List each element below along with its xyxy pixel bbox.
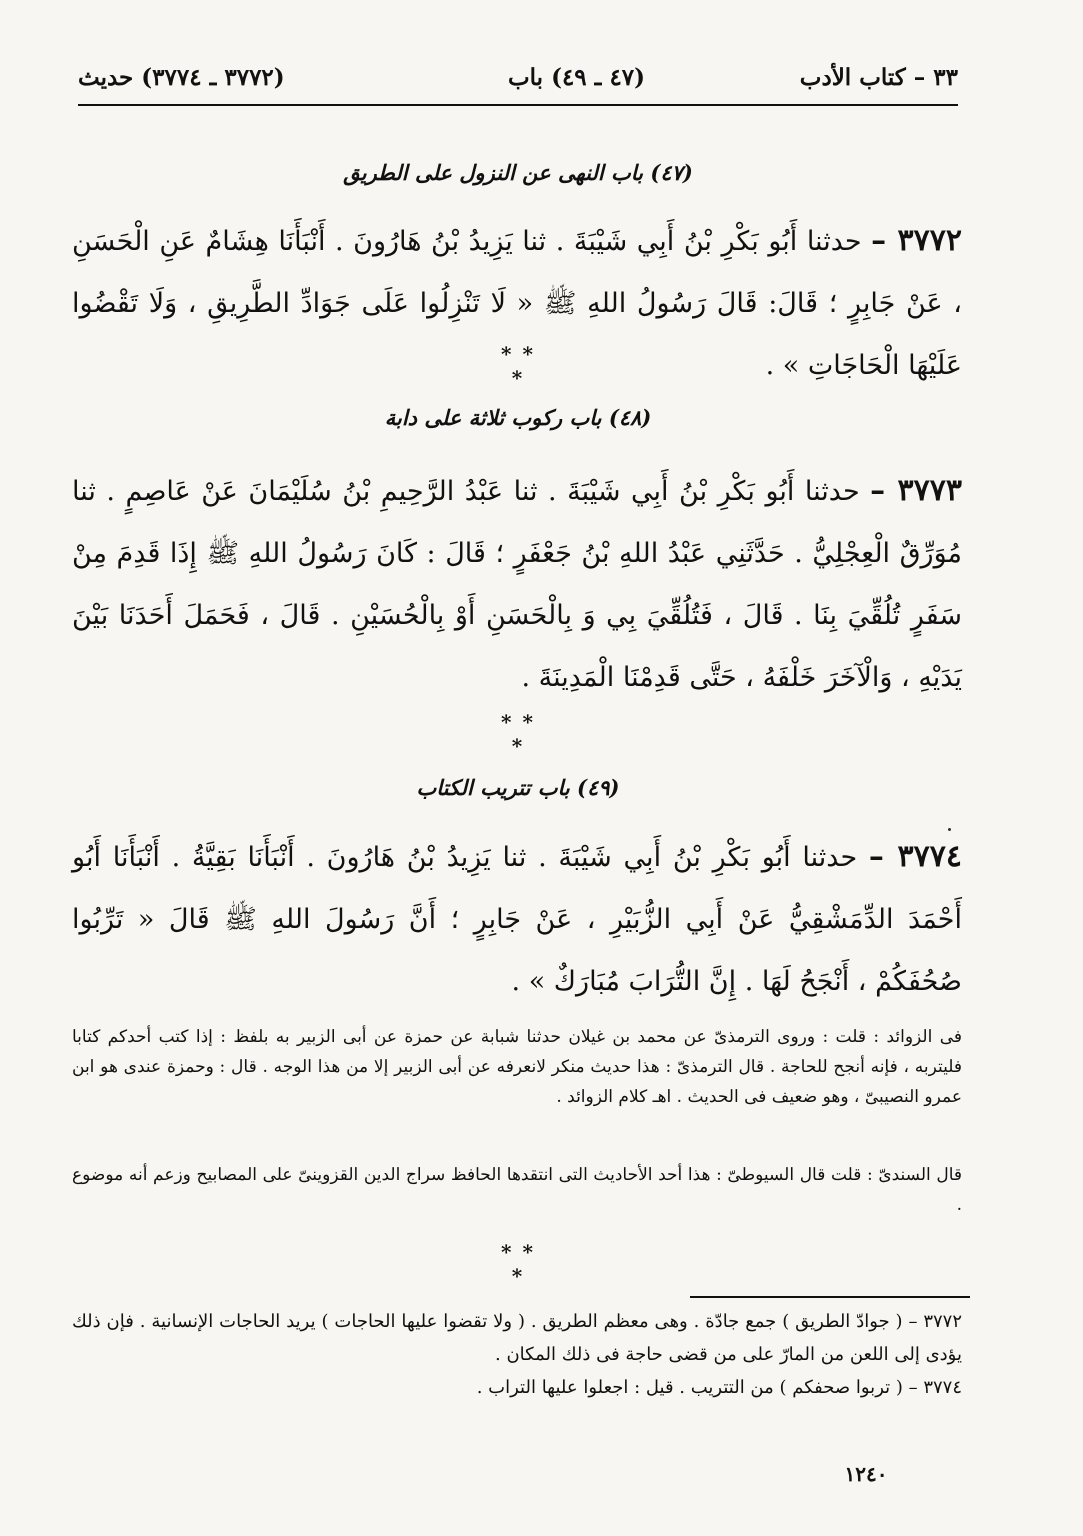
hadith-3773	[72, 460, 962, 709]
hadith-text: حدثنا أَبُو بَكْرِ بْنُ أَبِي شَيْبَةَ . ثنا يَزِيدُ بْنُ هَارُونَ . أَنْبَأَنَا بَقِيَّةُ . أَنْبَأَنَا أَبُو أَحْمَدَ الدِّمَشْقِيُّ عَنْ أَبِي الزُّبَيْرِ ، عَنْ جَابِرٍ ؛ أَنَّ رَسُولَ اللهِ ﷺ قَالَ « تَرِّبُوا صُحُفَكُمْ ، أَنْجَحُ لَهَا . إِنَّ التُّرَابَ مُبَارَكٌ » .	[72, 842, 962, 997]
hadith-number: ٣٧٧٢ –	[871, 223, 962, 258]
chapter-heading-49: (٤٩) باب تتريب الكتاب	[416, 775, 620, 800]
chapter-heading-47: (٤٧) باب النهى عن النزول على الطريق	[343, 160, 693, 185]
header-rule	[78, 104, 958, 106]
footnote-3772: ٣٧٧٢ – ( جوادّ الطريق ) جمع جادّة . وهى معظم الطريق . ( ولا تقضوا عليها الحاجات ) يريد الحاجات الإنسانية . فإن ذلك يؤدى إلى اللعن من المارّ على من قضى حاجة فى ذلك المكان .	[72, 1311, 962, 1365]
section-divider-stars: * * *	[501, 1240, 535, 1288]
hadith-3774	[72, 826, 962, 1013]
running-header	[78, 60, 958, 100]
chapter-heading-48: (٤٨) باب ركوب ثلاثة على دابة	[384, 405, 652, 430]
hadith-text: حدثنا أَبُو بَكْرِ بْنُ أَبِي شَيْبَةَ . ثنا يَزِيدُ بْنُ هَارُونَ . أَنْبَأَنَا هِشَامٌ عَنِ الْحَسَنِ ، عَنْ جَابِرٍ ؛ قَالَ: قَالَ رَسُولُ اللهِ ﷺ « لَا تَنْزِلُوا عَلَى جَوَادِّ الطَّرِيقِ ، وَلَا تَقْضُوا عَلَيْهَا الْحَاجَاتِ » .	[72, 226, 962, 381]
hadith-text: حدثنا أَبُو بَكْرِ بْنُ أَبِي شَيْبَةَ . ثنا عَبْدُ الرَّحِيمِ بْنُ سُلَيْمَانَ عَنْ عَاصِمٍ . ثنا مُوَرِّقٌ الْعِجْلِيُّ . حَدَّثَنِي عَبْدُ اللهِ بْنُ جَعْفَرٍ ؛ قَالَ : كَانَ رَسُولُ اللهِ ﷺ إِذَا قَدِمَ مِنْ سَفَرٍ تُلُقِّيَ بِنَا . قَالَ ، فَتُلُقِّيَ بِي وَ بِالْحَسَنِ أَوْ بِالْحُسَيْنِ . قَالَ ، فَحَمَلَ أَحَدَنَا بَيْنَ يَدَيْهِ ، وَالْآخَرَ خَلْفَهُ ، حَتَّى قَدِمْنَا الْمَدِينَةَ .	[72, 476, 962, 693]
footnotes	[72, 1305, 962, 1404]
section-divider-stars: * * *	[501, 342, 535, 390]
zawaid-note: فى الزوائد : قلت : وروى الترمذىّ عن محمد بن غيلان حدثنا شبابة عن حمزة عن أبى الزبير به بلفظ : إذا كتب أحدكم كتابا فليتربه ، فإنه أنجح للحاجة . قال الترمذىّ : هذا حديث منكر لانعرفه عن أبى الزبير إلا من هذا الوجه . قال : وحمزة عندى هو ابن عمرو النصيبىّ ، وهو ضعيف فى الحديث . اهـ كلام الزوائد .	[72, 1027, 962, 1107]
hadith-number: ٣٧٧٤ –	[868, 839, 962, 874]
footnote-rule	[690, 1296, 970, 1298]
page-number: ١٢٤٠	[844, 1462, 888, 1486]
sindi-note: قال السندىّ : قلت قال السيوطىّ : هذا أحد الأحاديث التى انتقدها الحافظ سراج الدين القزوينىّ على المصابيح وزعم أنه موضوع .	[72, 1165, 962, 1215]
section-divider-stars: * * *	[501, 710, 535, 758]
header-hadith-range: (٣٧٧٢ ـ ٣٧٧٤) حديث	[78, 64, 285, 91]
header-book-title: ٣٣ – كتاب الأدب	[799, 64, 958, 91]
footnote-3774: ٣٧٧٤ – ( تربوا صحفكم ) من التتريب . قيل : اجعلوا عليها التراب .	[476, 1377, 962, 1398]
hadith-number: ٣٧٧٣ –	[870, 473, 962, 508]
header-chapter-range: (٤٧ ـ ٤٩) باب	[508, 64, 646, 91]
